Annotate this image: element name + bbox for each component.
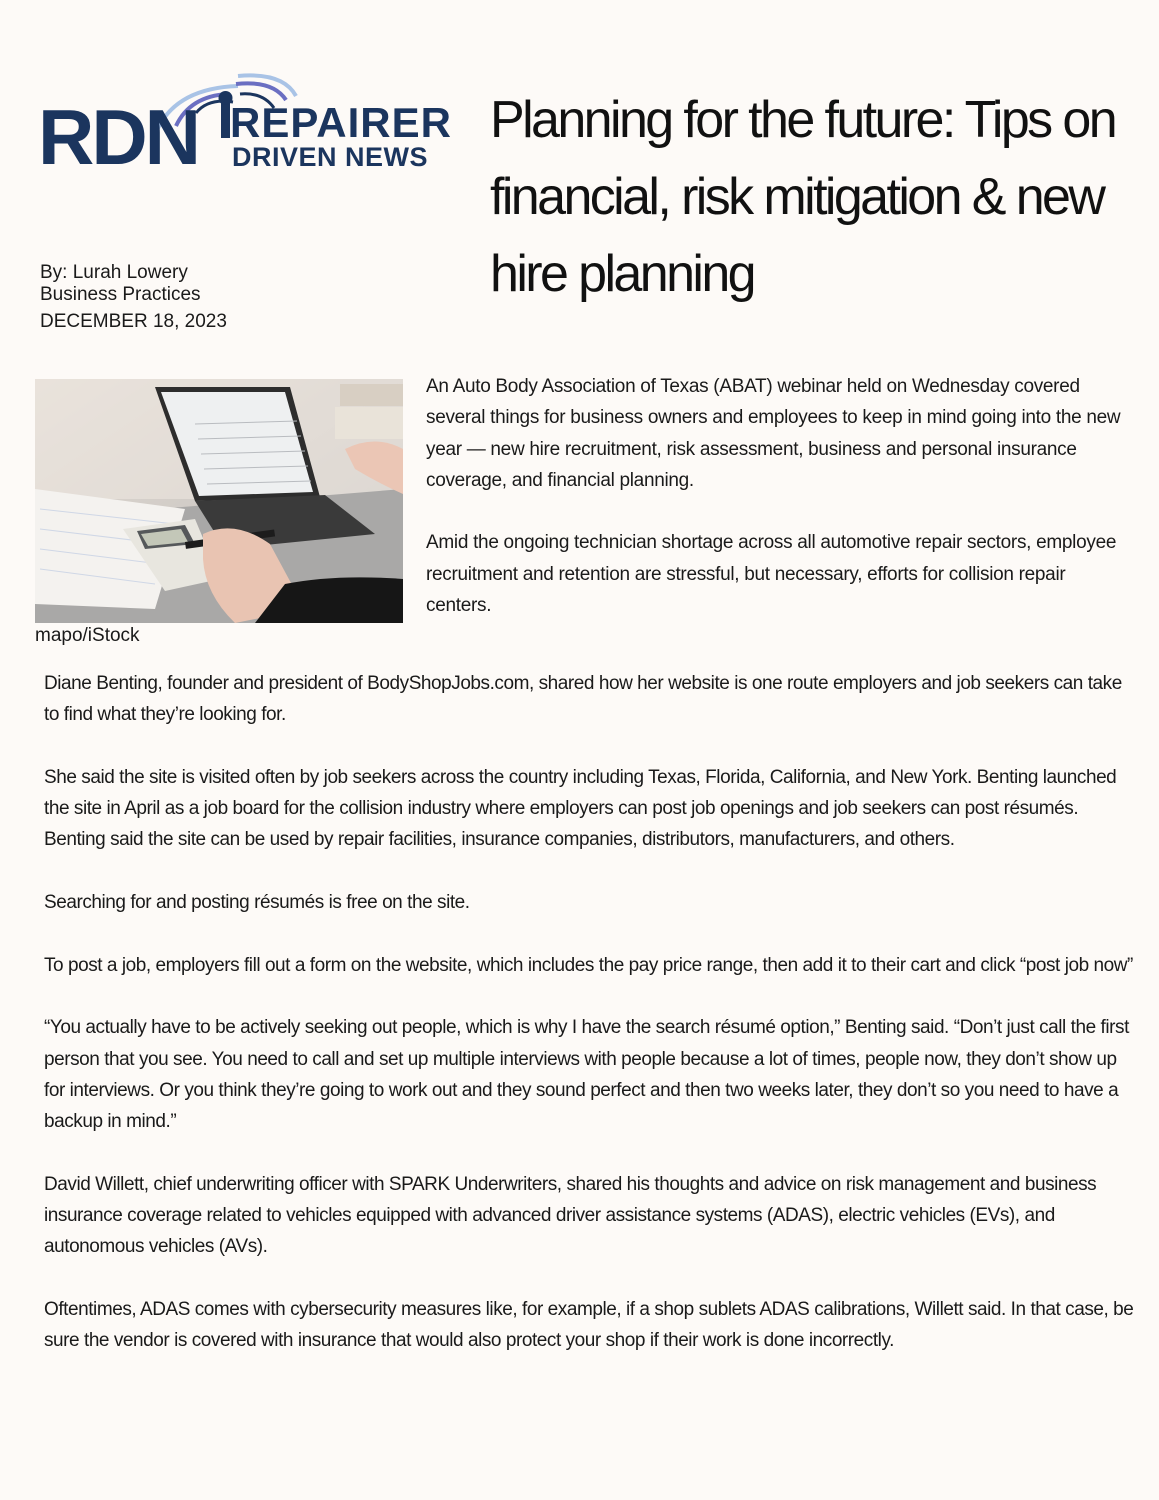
paragraph: “You actually have to be actively seeking out people, which is why I have the search résumé option,” Benting said. “Don’t just call the first person that you see. You need to call and set up multiple interviews with people because a lot of times, people now, they don’t show up for interviews. Or you think they’re going to work out and they sound perfect and then two weeks later, they don’t so you need to have a backup in mind.” <box>44 1017 1129 1133</box>
paragraph: To post a job, employers fill out a form on the website, which includes the pay price range, then add it to their cart and click “post job now” <box>44 954 1133 976</box>
paragraph: Oftentimes, ADAS comes with cybersecurity measures like, for example, if a shop sublets ADAS calibrations, Willett said. In that case, be sure the vendor is covered with insurance that would also protect your shop if their work is done incorrectly. <box>44 1298 1134 1352</box>
logo-line-1: REPAIRER <box>230 99 452 146</box>
photo-caption: mapo/iStock <box>35 625 140 646</box>
paragraph: An Auto Body Association of Texas (ABAT) webinar held on Wednesday covered several things for business owners and employees to keep in mind going into the new year — new hire recruitment, risk assessment, business and personal insurance coverage, and financial planning. <box>426 376 1121 491</box>
article-intro <box>426 371 1126 653</box>
publish-date: DECEMBER 18, 2023 <box>40 311 227 332</box>
site-logo[interactable] <box>38 68 463 180</box>
article-category: Business Practices <box>40 284 201 305</box>
logo-mark: RDN <box>38 93 198 181</box>
article-title: Planning for the future: Tips on financial, risk mitigation & new hire planning <box>490 91 1116 303</box>
article-meta <box>40 262 227 333</box>
paragraph: Searching for and posting résumés is free on the site. <box>44 892 470 914</box>
article-photo <box>35 379 403 623</box>
paragraph: David Willett, chief underwriting officer with SPARK Underwriters, shared his thoughts and advice on risk management and business insurance coverage related to vehicles equipped with advanced driver assistance systems (ADAS), electric vehicles (EVs), and autonomous vehicles (AVs). <box>44 1173 1097 1258</box>
logo-line-2: DRIVEN NEWS <box>232 142 429 172</box>
paragraph: Diane Benting, founder and president of BodyShopJobs.com, shared how her website is one route employers and job seekers can take to find what they’re looking for. <box>44 673 1122 726</box>
article-body <box>44 668 1134 1388</box>
calculator-laptop-photo <box>35 379 403 623</box>
author-byline: By: Lurah Lowery <box>40 262 188 283</box>
paragraph: Amid the ongoing technician shortage across all automotive repair sectors, employee recruitment and retention are stressful, but necessary, efforts for collision repair centers. <box>426 532 1117 617</box>
paragraph: She said the site is visited often by job seekers across the country including Texas, Florida, California, and New York. Benting launched the site in April as a job board for the collision industry where employers can post job openings and job seekers can post résumés. Benting said the site can be used by repair facilities, insurance companies, distributors, manufacturers, and others. <box>44 766 1117 851</box>
